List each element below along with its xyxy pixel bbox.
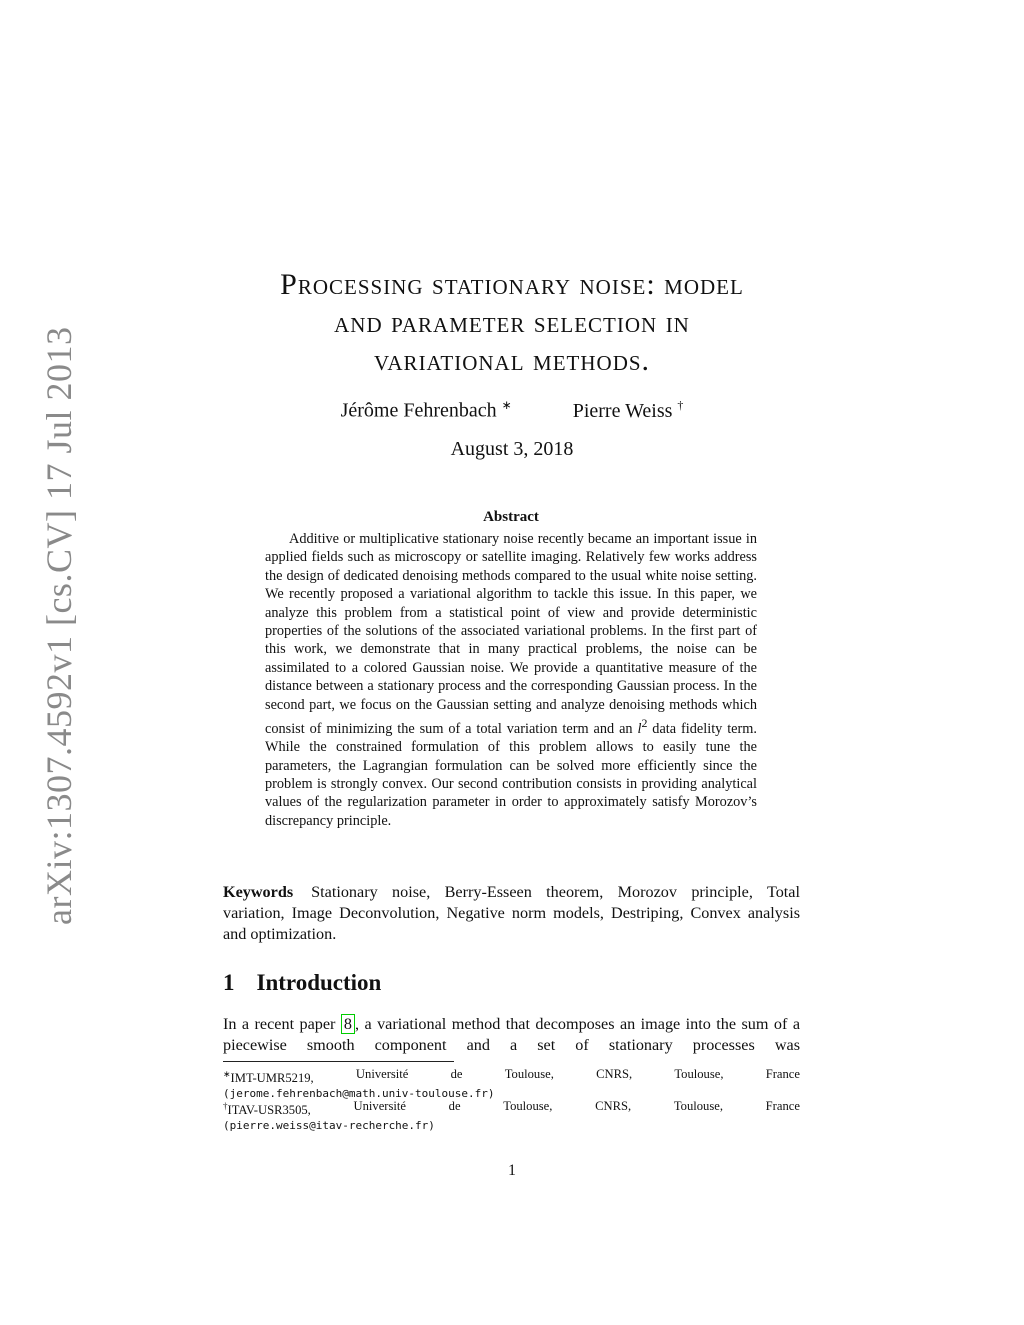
- arxiv-stamp: arXiv:1307.4592v1 [cs.CV] 17 Jul 2013: [39, 326, 79, 925]
- keywords-block: [223, 882, 800, 945]
- footnote-word: Université: [353, 1099, 406, 1113]
- footnote-word: Toulouse,: [504, 1067, 554, 1081]
- footnote: [223, 1066, 800, 1102]
- footnote-word: Toulouse,: [503, 1099, 553, 1113]
- footnote-email[interactable]: (jerome.fehrenbach@math.univ-toulouse.fr): [223, 1087, 495, 1101]
- footnote-mark: ∗: [223, 1069, 231, 1079]
- title-line: Processing stationary noise: model: [280, 268, 744, 301]
- intro-text: , a variational method that decomposes an image into the sum of a piecewise smooth component and a set of stationary processes was: [223, 1015, 801, 1054]
- intro-paragraph: [223, 1014, 800, 1056]
- footnote-rule: [223, 1061, 454, 1062]
- author-name: Pierre Weiss: [572, 399, 673, 422]
- section-number: 1: [223, 970, 235, 995]
- footnote-word: CNRS,: [596, 1067, 633, 1081]
- citation-link[interactable]: 8: [341, 1014, 355, 1034]
- footnote-word: [223, 1098, 311, 1118]
- section-title: Introduction: [256, 970, 382, 995]
- author-name: Jérôme Fehrenbach: [340, 399, 497, 422]
- title-line: and parameter selection in: [334, 306, 690, 339]
- footnote-word: Toulouse,: [674, 1067, 724, 1081]
- footnote-word: Université: [355, 1067, 409, 1081]
- intro-text: In a recent paper: [223, 1015, 341, 1033]
- abstract-heading: Abstract: [483, 509, 539, 525]
- l-exponent: 2: [641, 716, 648, 731]
- author-footnote-mark: †: [677, 398, 684, 412]
- author-footnote-mark: ∗: [501, 398, 512, 412]
- l-symbol: l: [637, 720, 642, 737]
- footnote-affiliation: [223, 1066, 800, 1086]
- keywords-label: Keywords: [223, 883, 294, 901]
- abstract-text-part: Additive or multiplicative stationary noise recently became an important issue in applied fields such as microscopy or satellite imaging. Relatively few works address the design of dedicated denoising methods compared to the usual white noise setting. We recently proposed a variational algorithm to tackle this issue. In this paper, we analyze this problem from a statistical point of view and provide deterministic properties of the solutions of the associated variational problems. In the first part of this work, we demonstrate that in many practical problems, the noise can be assimilated to a colored Gaussian noise. We provide a quantitative measure of the distance between a stationary process and the corresponding Gaussian process. In the second part, we focus on the Gaussian setting and analyze denoising methods which consist of minimizing the sum of a total variation term and an: [265, 531, 757, 737]
- paper-date: August 3, 2018: [450, 438, 574, 460]
- footnote: [223, 1098, 800, 1134]
- abstract-text: [265, 530, 757, 830]
- footnote-word: CNRS,: [595, 1099, 632, 1113]
- footnote-word: France: [765, 1067, 800, 1081]
- abstract-text-part: data fidelity term. While the constrained formulation of this problem allows to easily tune the parameters, the Lagrangian formulation can be solved more efficiently since the problem is strongly convex. Our second contribution consists in providing analytical values of the regularization parameter in order to approximately satisfy Morozov’s discrepancy principle.: [265, 720, 757, 829]
- footnote-mark: †: [223, 1101, 228, 1111]
- footnote-word: France: [765, 1099, 800, 1113]
- footnote-word: de: [448, 1099, 461, 1113]
- footnote-word-text: ITAV-USR3505,: [227, 1103, 311, 1118]
- keywords-text: Stationary noise, Berry-Esseen theorem, Morozov principle, Total variation, Image Deconvolution, Negative norm models, Destriping, Convex analysis and optimization.: [223, 883, 800, 943]
- author-list: [180, 398, 844, 423]
- page-number: 1: [508, 1162, 516, 1179]
- footnote-email[interactable]: (pierre.weiss@itav-recherche.fr): [223, 1119, 435, 1133]
- section-heading: [223, 970, 381, 996]
- footnote-word-text: IMT-UMR5219,: [230, 1071, 314, 1086]
- footnote-word: [223, 1066, 314, 1086]
- footnote-word: de: [450, 1067, 463, 1081]
- footnote-affiliation: [223, 1098, 800, 1118]
- paper-title: [180, 266, 844, 380]
- footnote-word: Toulouse,: [673, 1099, 723, 1113]
- title-line: variational methods.: [373, 344, 651, 377]
